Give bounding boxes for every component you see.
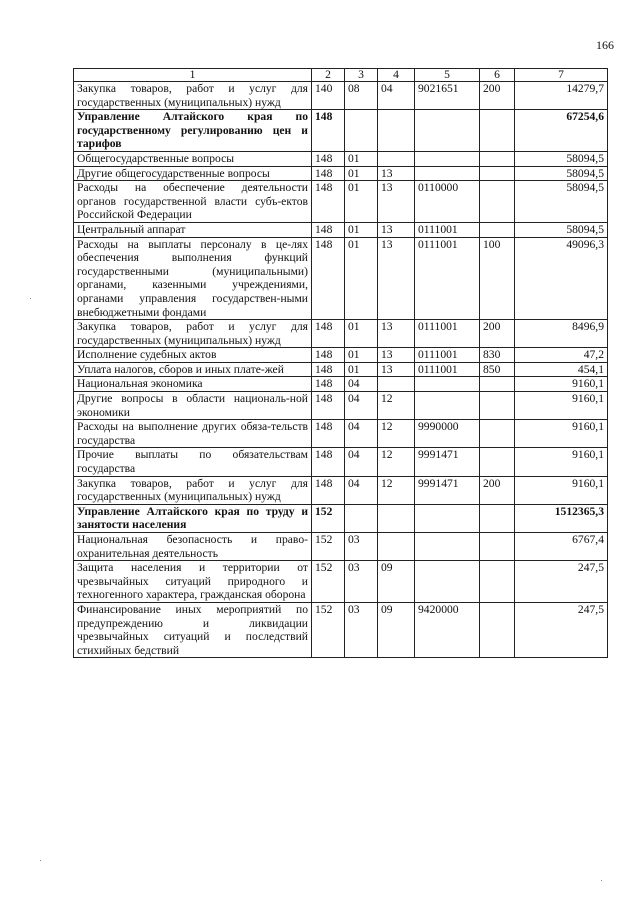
header-row	[74, 69, 608, 82]
amount-cell: 47,2	[515, 348, 608, 363]
code-target-cell: 0111001	[415, 348, 480, 363]
code-section-cell: 01	[345, 320, 378, 348]
code-expense-type-cell	[480, 392, 515, 420]
code-ministry-cell: 148	[312, 392, 345, 420]
code-target-cell	[415, 151, 480, 166]
amount-cell: 8496,9	[515, 320, 608, 348]
code-subsection-cell: 12	[378, 420, 415, 448]
item-description-cell: Закупка товаров, работ и услуг для государственных (муниципальных) нужд	[74, 476, 312, 504]
code-section-cell: 04	[345, 476, 378, 504]
code-section-cell: 03	[345, 561, 378, 603]
table-row	[74, 448, 608, 476]
code-expense-type-cell: 200	[480, 476, 515, 504]
table-row	[74, 561, 608, 603]
scan-speck	[30, 298, 31, 299]
code-subsection-cell: 13	[378, 348, 415, 363]
code-section-cell: 03	[345, 602, 378, 657]
header-cell: 7	[515, 69, 608, 82]
code-subsection-cell: 12	[378, 448, 415, 476]
header-cell: 3	[345, 69, 378, 82]
code-subsection-cell	[378, 151, 415, 166]
code-section-cell: 04	[345, 420, 378, 448]
code-target-cell: 9991471	[415, 476, 480, 504]
code-section-cell: 04	[345, 448, 378, 476]
code-subsection-cell	[378, 110, 415, 152]
code-section-cell: 01	[345, 362, 378, 377]
code-target-cell: 0110000	[415, 181, 480, 223]
code-section-cell: 03	[345, 533, 378, 561]
table-row	[74, 82, 608, 110]
table-row	[74, 377, 608, 392]
code-ministry-cell: 148	[312, 476, 345, 504]
code-target-cell	[415, 392, 480, 420]
amount-cell: 14279,7	[515, 82, 608, 110]
amount-cell: 247,5	[515, 602, 608, 657]
code-expense-type-cell	[480, 222, 515, 237]
amount-cell: 67254,6	[515, 110, 608, 152]
table-row	[74, 602, 608, 657]
table-row	[74, 166, 608, 181]
amount-cell: 58094,5	[515, 181, 608, 223]
code-ministry-cell: 152	[312, 561, 345, 603]
code-subsection-cell: 13	[378, 320, 415, 348]
code-ministry-cell: 148	[312, 110, 345, 152]
table-row	[74, 110, 608, 152]
code-section-cell: 08	[345, 82, 378, 110]
code-ministry-cell: 148	[312, 222, 345, 237]
code-section-cell: 01	[345, 181, 378, 223]
code-subsection-cell: 13	[378, 166, 415, 181]
header-cell: 5	[415, 69, 480, 82]
code-target-cell: 0111001	[415, 362, 480, 377]
code-expense-type-cell	[480, 166, 515, 181]
item-description-cell: Уплата налогов, сборов и иных плате-жей	[74, 362, 312, 377]
item-description-cell: Управление Алтайского края по государственному регулированию цен и тарифов	[74, 110, 312, 152]
code-ministry-cell: 148	[312, 348, 345, 363]
table-row	[74, 420, 608, 448]
item-description-cell: Защита населения и территории от чрезвычайных ситуаций природного и техногенного характера, гражданская оборона	[74, 561, 312, 603]
code-expense-type-cell	[480, 151, 515, 166]
code-target-cell	[415, 377, 480, 392]
item-description-cell: Другие вопросы в области националь-ной экономики	[74, 392, 312, 420]
item-description-cell: Центральный аппарат	[74, 222, 312, 237]
item-description-cell: Общегосударственные вопросы	[74, 151, 312, 166]
code-ministry-cell: 148	[312, 362, 345, 377]
amount-cell: 58094,5	[515, 151, 608, 166]
code-subsection-cell: 13	[378, 222, 415, 237]
code-subsection-cell	[378, 504, 415, 532]
amount-cell: 1512365,3	[515, 504, 608, 532]
table-row	[74, 320, 608, 348]
code-subsection-cell: 09	[378, 602, 415, 657]
code-expense-type-cell: 830	[480, 348, 515, 363]
scan-speck	[40, 860, 41, 861]
item-description-cell: Управление Алтайского края по труду и занятости населения	[74, 504, 312, 532]
header-cell: 6	[480, 69, 515, 82]
code-expense-type-cell	[480, 561, 515, 603]
code-expense-type-cell	[480, 504, 515, 532]
code-expense-type-cell	[480, 420, 515, 448]
code-ministry-cell: 152	[312, 533, 345, 561]
amount-cell: 49096,3	[515, 237, 608, 320]
amount-cell: 6767,4	[515, 533, 608, 561]
code-target-cell: 9420000	[415, 602, 480, 657]
amount-cell: 58094,5	[515, 222, 608, 237]
code-expense-type-cell	[480, 448, 515, 476]
header-cell: 2	[312, 69, 345, 82]
code-target-cell: 9990000	[415, 420, 480, 448]
code-section-cell: 01	[345, 222, 378, 237]
amount-cell: 9160,1	[515, 377, 608, 392]
code-ministry-cell: 148	[312, 181, 345, 223]
item-description-cell: Закупка товаров, работ и услуг для государственных (муниципальных) нужд	[74, 320, 312, 348]
code-section-cell	[345, 504, 378, 532]
code-expense-type-cell	[480, 533, 515, 561]
code-ministry-cell: 152	[312, 602, 345, 657]
code-target-cell: 0111001	[415, 237, 480, 320]
code-ministry-cell: 148	[312, 377, 345, 392]
budget-table	[73, 68, 608, 658]
item-description-cell: Финансирование иных мероприятий по предупреждению и ликвидации чрезвычайных ситуаций и последствий стихийных бедствий	[74, 602, 312, 657]
code-subsection-cell	[378, 377, 415, 392]
code-expense-type-cell: 100	[480, 237, 515, 320]
code-target-cell	[415, 533, 480, 561]
table-row	[74, 362, 608, 377]
code-subsection-cell: 12	[378, 392, 415, 420]
table-row	[74, 348, 608, 363]
code-section-cell	[345, 110, 378, 152]
item-description-cell: Национальная экономика	[74, 377, 312, 392]
code-target-cell	[415, 110, 480, 152]
table-row	[74, 222, 608, 237]
code-expense-type-cell	[480, 110, 515, 152]
header-cell: 1	[74, 69, 312, 82]
code-subsection-cell: 12	[378, 476, 415, 504]
item-description-cell: Расходы на выполнение других обяза-тельств государства	[74, 420, 312, 448]
item-description-cell: Другие общегосударственные вопросы	[74, 166, 312, 181]
code-expense-type-cell	[480, 181, 515, 223]
header-cell: 4	[378, 69, 415, 82]
amount-cell: 454,1	[515, 362, 608, 377]
amount-cell: 9160,1	[515, 392, 608, 420]
amount-cell: 9160,1	[515, 448, 608, 476]
code-section-cell: 01	[345, 166, 378, 181]
code-expense-type-cell: 200	[480, 82, 515, 110]
amount-cell: 247,5	[515, 561, 608, 603]
table-row	[74, 392, 608, 420]
table-row	[74, 476, 608, 504]
code-ministry-cell: 148	[312, 420, 345, 448]
code-ministry-cell: 140	[312, 82, 345, 110]
amount-cell: 9160,1	[515, 476, 608, 504]
amount-cell: 58094,5	[515, 166, 608, 181]
code-ministry-cell: 148	[312, 237, 345, 320]
code-target-cell	[415, 166, 480, 181]
code-subsection-cell: 09	[378, 561, 415, 603]
code-section-cell: 01	[345, 348, 378, 363]
code-target-cell: 9021651	[415, 82, 480, 110]
code-subsection-cell: 04	[378, 82, 415, 110]
code-subsection-cell: 13	[378, 181, 415, 223]
code-target-cell	[415, 504, 480, 532]
item-description-cell: Расходы на обеспечение деятельности органов государственной власти субъ-ектов Российской Федерации	[74, 181, 312, 223]
table-row	[74, 151, 608, 166]
code-section-cell: 01	[345, 237, 378, 320]
code-ministry-cell: 148	[312, 448, 345, 476]
code-ministry-cell: 152	[312, 504, 345, 532]
table-row	[74, 181, 608, 223]
code-ministry-cell: 148	[312, 151, 345, 166]
item-description-cell: Прочие выплаты по обязательствам государства	[74, 448, 312, 476]
code-target-cell: 0111001	[415, 320, 480, 348]
code-section-cell: 01	[345, 151, 378, 166]
code-expense-type-cell: 200	[480, 320, 515, 348]
code-expense-type-cell	[480, 377, 515, 392]
scan-speck	[601, 880, 602, 881]
code-target-cell: 9991471	[415, 448, 480, 476]
code-target-cell	[415, 561, 480, 603]
item-description-cell: Исполнение судебных актов	[74, 348, 312, 363]
table-row	[74, 504, 608, 532]
page-number: 166	[596, 38, 614, 52]
code-section-cell: 04	[345, 377, 378, 392]
item-description-cell: Закупка товаров, работ и услуг для государственных (муниципальных) нужд	[74, 82, 312, 110]
amount-cell: 9160,1	[515, 420, 608, 448]
code-subsection-cell: 13	[378, 237, 415, 320]
item-description-cell: Расходы на выплаты персоналу в це-лях обеспечения выполнения функций государственными (муниципальными) органами, казенными учреждениями, органами управления государствен-ными внебюджетными фондами	[74, 237, 312, 320]
code-ministry-cell: 148	[312, 166, 345, 181]
code-expense-type-cell	[480, 602, 515, 657]
table-row	[74, 237, 608, 320]
code-section-cell: 04	[345, 392, 378, 420]
item-description-cell: Национальная безопасность и право-охранительная деятельность	[74, 533, 312, 561]
code-ministry-cell: 148	[312, 320, 345, 348]
table-row	[74, 533, 608, 561]
code-subsection-cell	[378, 533, 415, 561]
code-subsection-cell: 13	[378, 362, 415, 377]
code-expense-type-cell: 850	[480, 362, 515, 377]
code-target-cell: 0111001	[415, 222, 480, 237]
